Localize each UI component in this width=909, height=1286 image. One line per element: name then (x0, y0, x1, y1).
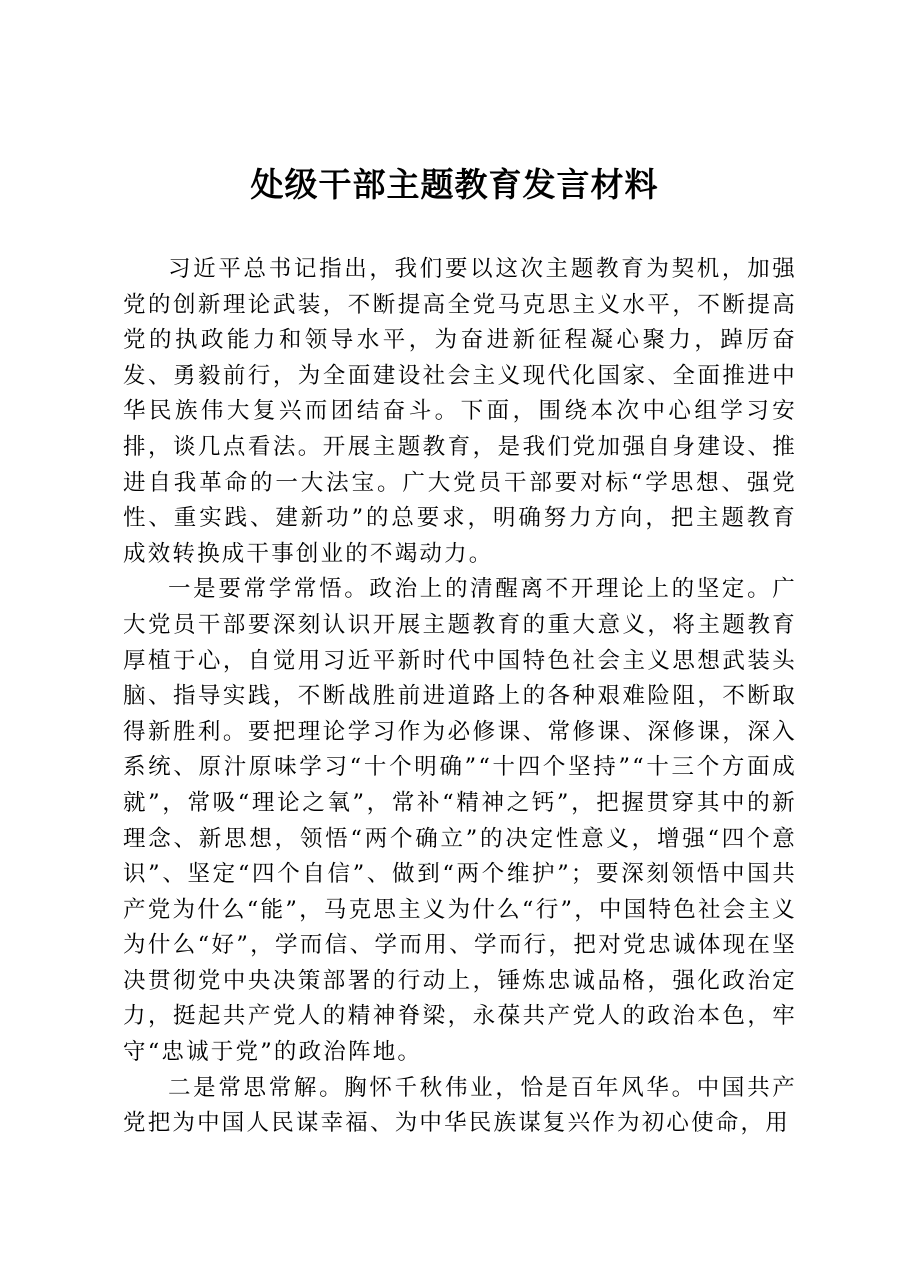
document-body (123, 252, 797, 1142)
paragraph-point-one: 一是要常学常悟。政治上的清醒离不开理论上的坚定。广大党员干部要深刻认识开展主题教育的重大意义，将主题教育厚植于心，自觉用习近平新时代中国特色社会主义思想武装头脑、指导实践，不断战胜前进道路上的各种艰难险阻，不断取得新胜利。要把理论学习作为必修课、常修课、深修课，深入系统、原汁原味学习“十个明确”“十四个坚持”“十三个方面成就”，常吸“理论之氧”，常补“精神之钙”，把握贯穿其中的新理念、新思想，领悟“两个确立”的决定性意义，增强“四个意识”、坚定“四个自信”、做到“两个维护”；要深刻领悟中国共产党为什么“能”，马克思主义为什么“行”，中国特色社会主义为什么“好”，学而信、学而用、学而行，把对党忠诚体现在坚决贯彻党中央决策部署的行动上，锤炼忠诚品格，强化政治定力，挺起共产党人的精神脊梁，永葆共产党人的政治本色，牢守“忠诚于党”的政治阵地。 (123, 576, 797, 1066)
paragraph-intro: 习近平总书记指出，我们要以这次主题教育为契机，加强党的创新理论武装，不断提高全党马克思主义水平，不断提高党的执政能力和领导水平，为奋进新征程凝心聚力，踔厉奋发、勇毅前行，为全面建设社会主义现代化国家、全面推进中华民族伟大复兴而团结奋斗。下面，围绕本次中心组学习安排，谈几点看法。开展主题教育，是我们党加强自身建设、推进自我革命的一大法宝。广大党员干部要对标“学思想、强党性、重实践、建新功”的总要求，明确努力方向，把主题教育成效转换成干事创业的不竭动力。 (123, 256, 797, 567)
document-title: 处级干部主题教育发言材料 (250, 165, 659, 204)
paragraph-point-two: 二是常思常解。胸怀千秋伟业，恰是百年风华。中国共产党把为中国人民谋幸福、为中华民族谋复兴作为初心使命，用 (123, 1074, 797, 1137)
